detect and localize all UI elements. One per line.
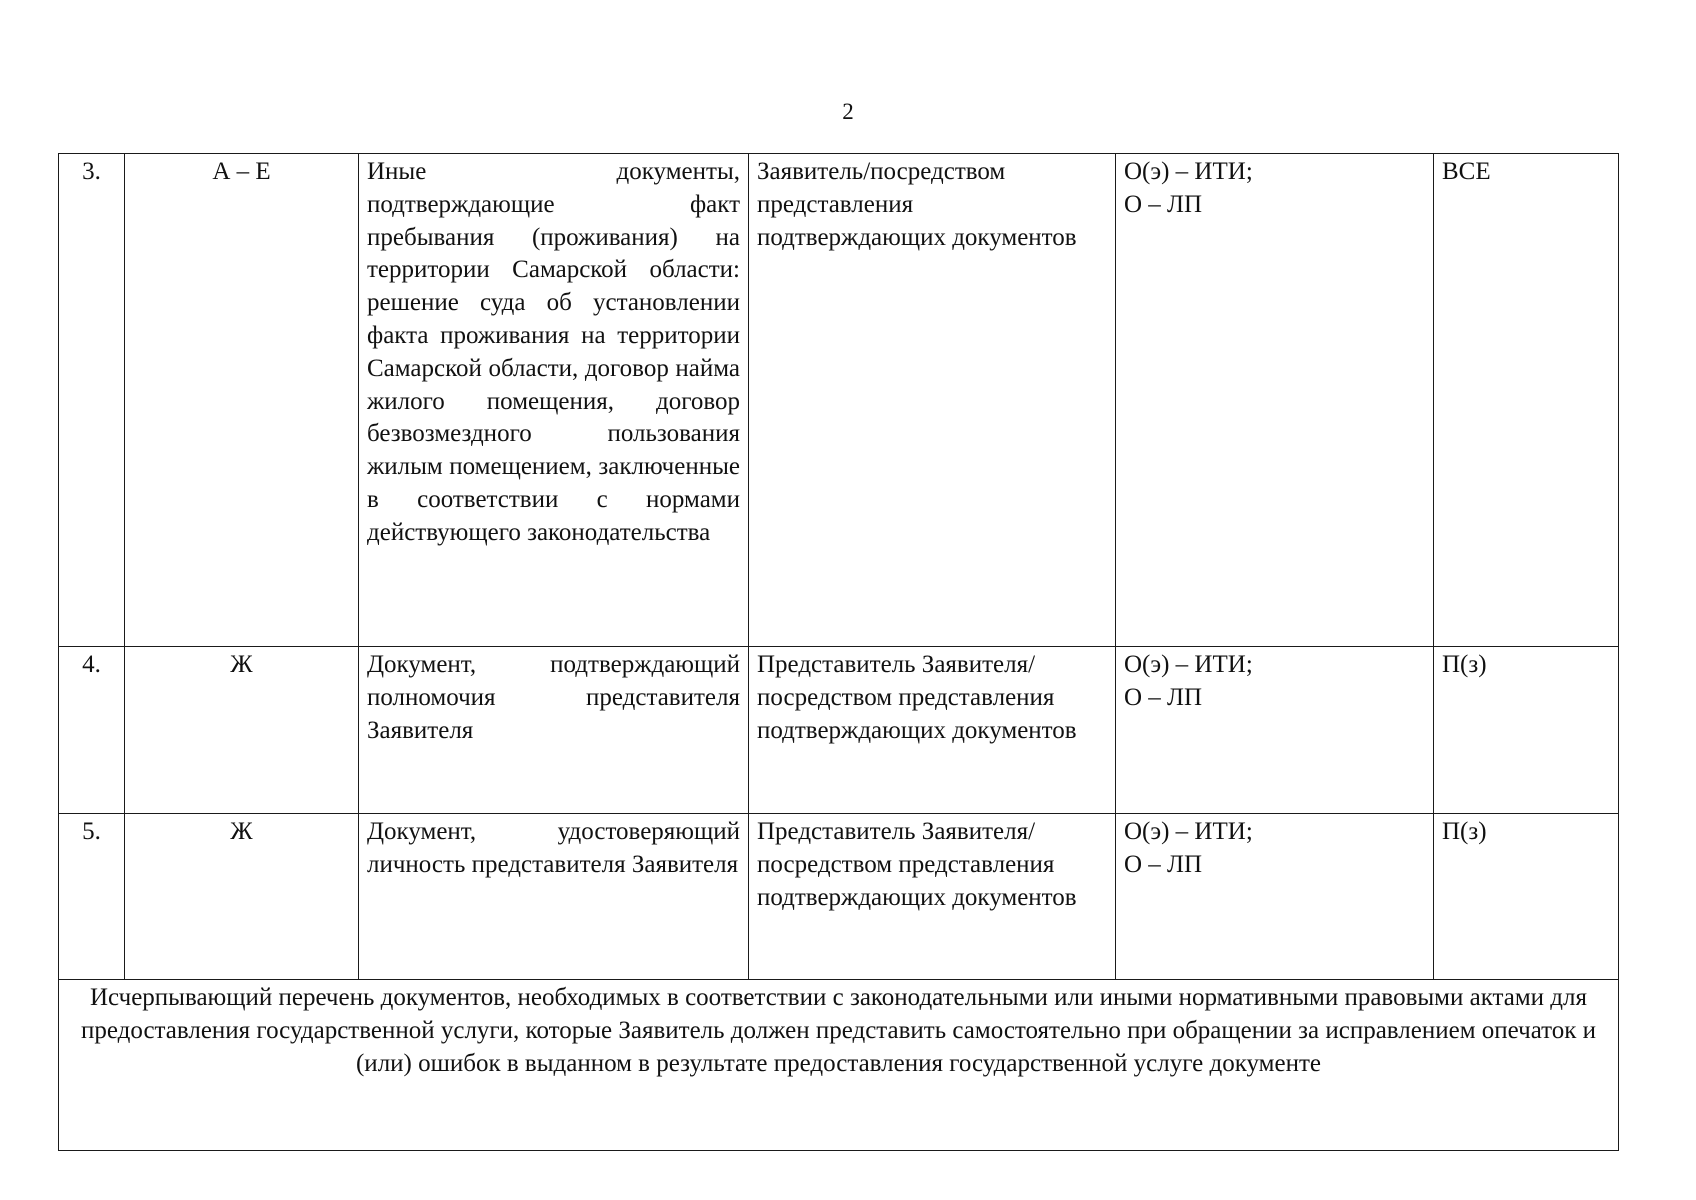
- document-name: Иные документы, подтверждающие факт пребывания (проживания) на территории Самарской области: решение суда об установлении факта проживания на территории Самарской области, договор найма жилого помещения, договор безвозмездного пользования жилым помещением, заключенные в соответствии с нормами действующего законодательства: [359, 154, 749, 647]
- submitter-method: Представитель Заявителя/посредством представления подтверждающих документов: [749, 647, 1116, 814]
- submission-form-line: О – ЛП: [1124, 190, 1203, 218]
- submission-form-line: О(э) – ИТИ;: [1124, 651, 1253, 678]
- submission-form-line: О – ЛП: [1124, 683, 1203, 711]
- submission-form-line: О(э) – ИТИ;: [1124, 818, 1253, 845]
- document-name: Документ, подтверждающий полномочия представителя Заявителя: [359, 647, 749, 814]
- submission-form-line: О(э) – ИТИ;: [1124, 158, 1253, 185]
- submitter-method: Представитель Заявителя/посредством представления подтверждающих документов: [749, 814, 1116, 980]
- footer-row: [59, 980, 1619, 1151]
- row-number: 4.: [59, 647, 125, 814]
- table-row: [59, 154, 1619, 647]
- submission-form: [1116, 814, 1434, 980]
- submission-form: [1116, 154, 1434, 647]
- table-row: [59, 814, 1619, 980]
- page-number: 2: [842, 99, 854, 124]
- footer-section-heading: Исчерпывающий перечень документов, необходимых в соответствии с законодательными или иными нормативными правовыми актами для предоставления государственной услуги, которые Заявитель должен представить самостоятельно при обращении за исправлением опечаток и (или) ошибок в выданном в результате предоставления государственной услуге документе: [59, 980, 1619, 1151]
- submission-form: [1116, 647, 1434, 814]
- submission-form-line: О – ЛП: [1124, 850, 1203, 878]
- row-number: 5.: [59, 814, 125, 980]
- table-row: [59, 647, 1619, 814]
- documents-table: [58, 153, 1619, 1151]
- applicability-scope: П(з): [1434, 647, 1619, 814]
- applicant-category: Ж: [125, 647, 359, 814]
- submitter-method: Заявитель/посредством представления подтверждающих документов: [749, 154, 1116, 647]
- applicability-scope: П(з): [1434, 814, 1619, 980]
- document-name: Документ, удостоверяющий личность представителя Заявителя: [359, 814, 749, 980]
- applicant-category: А – Е: [125, 154, 359, 647]
- applicability-scope: ВСЕ: [1434, 154, 1619, 647]
- row-number: 3.: [59, 154, 125, 647]
- applicant-category: Ж: [125, 814, 359, 980]
